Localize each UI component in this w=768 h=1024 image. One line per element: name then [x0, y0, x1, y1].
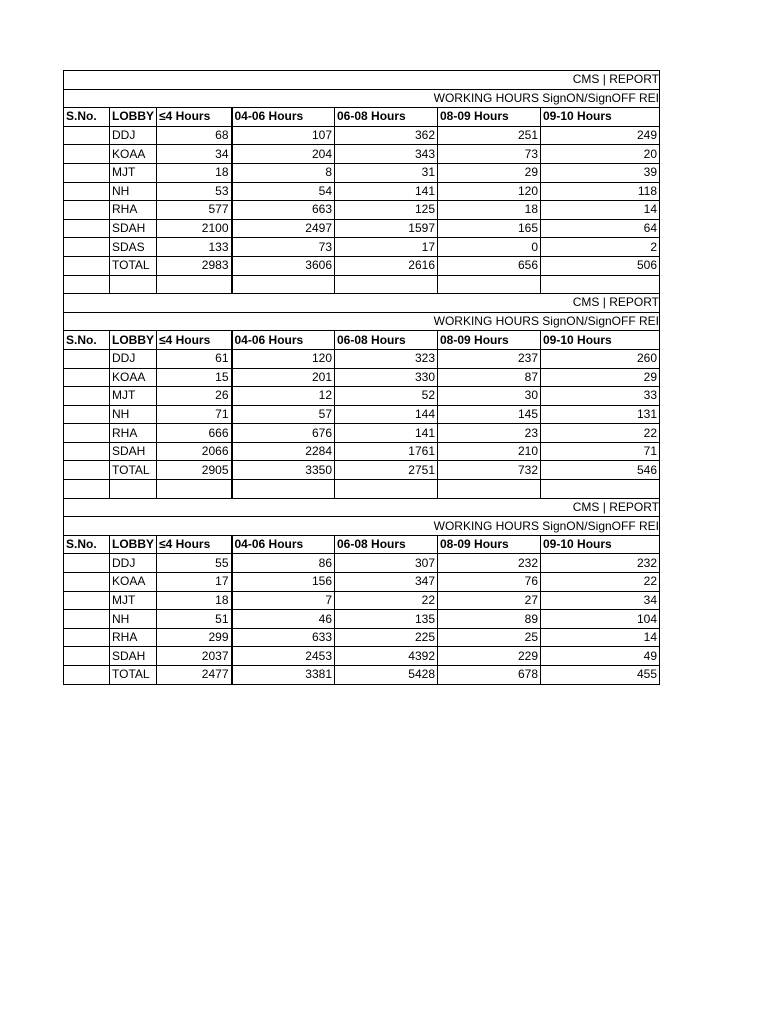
- column-header-row: [64, 331, 660, 350]
- value-cell: 76: [438, 573, 541, 592]
- empty-cell: [541, 275, 660, 294]
- value-cell: 5428: [335, 666, 438, 685]
- value-cell: 229: [438, 647, 541, 666]
- value-cell: 22: [541, 573, 660, 592]
- empty-cell: [232, 275, 335, 294]
- lobby-cell: DDJ: [110, 349, 157, 368]
- table-row: [64, 145, 660, 164]
- value-cell: 676: [232, 424, 335, 443]
- value-cell: 232: [541, 554, 660, 573]
- value-cell: 89: [438, 610, 541, 629]
- value-cell: 15: [157, 368, 232, 387]
- lobby-cell: DDJ: [110, 126, 157, 145]
- value-cell: 3350: [232, 461, 335, 480]
- spacer-row: [64, 480, 660, 499]
- table-row: [64, 405, 660, 424]
- column-header: 09-10 Hours: [541, 108, 660, 127]
- value-cell: 86: [232, 554, 335, 573]
- table-row: [64, 182, 660, 201]
- value-cell: 141: [335, 182, 438, 201]
- table-row: [64, 368, 660, 387]
- value-cell: 141: [335, 424, 438, 443]
- value-cell: 120: [232, 349, 335, 368]
- value-cell: 125: [335, 201, 438, 220]
- value-cell: 201: [232, 368, 335, 387]
- sno-cell: [64, 219, 110, 238]
- table-row: [64, 163, 660, 182]
- value-cell: 2066: [157, 442, 232, 461]
- lobby-cell: RHA: [110, 424, 157, 443]
- column-header: LOBBY: [110, 108, 157, 127]
- table-row: [64, 387, 660, 406]
- lobby-cell: NH: [110, 182, 157, 201]
- lobby-cell: NH: [110, 610, 157, 629]
- column-header: 04-06 Hours: [232, 108, 335, 127]
- value-cell: 237: [438, 349, 541, 368]
- report-title-row: [64, 498, 660, 517]
- sno-cell: [64, 628, 110, 647]
- column-header-row: [64, 535, 660, 554]
- lobby-cell: SDAH: [110, 647, 157, 666]
- value-cell: 8: [232, 163, 335, 182]
- value-cell: 2453: [232, 647, 335, 666]
- report-sheet: [63, 70, 659, 685]
- value-cell: 29: [438, 163, 541, 182]
- value-cell: 307: [335, 554, 438, 573]
- sno-cell: [64, 666, 110, 685]
- column-header: ≤4 Hours: [157, 535, 232, 554]
- value-cell: 299: [157, 628, 232, 647]
- sno-cell: [64, 256, 110, 275]
- sno-cell: [64, 201, 110, 220]
- report-title-text: CMS | REPORT: [572, 295, 659, 310]
- value-cell: 666: [157, 424, 232, 443]
- lobby-cell: TOTAL: [110, 666, 157, 685]
- table-row: [64, 461, 660, 480]
- value-cell: 732: [438, 461, 541, 480]
- table-row: [64, 591, 660, 610]
- value-cell: 131: [541, 405, 660, 424]
- lobby-cell: SDAH: [110, 442, 157, 461]
- column-header-row: [64, 108, 660, 127]
- value-cell: 54: [232, 182, 335, 201]
- value-cell: 2497: [232, 219, 335, 238]
- report-subtitle: [64, 312, 660, 331]
- value-cell: 71: [157, 405, 232, 424]
- sno-cell: [64, 387, 110, 406]
- column-header: S.No.: [64, 108, 110, 127]
- lobby-cell: SDAH: [110, 219, 157, 238]
- value-cell: 249: [541, 126, 660, 145]
- lobby-cell: TOTAL: [110, 256, 157, 275]
- value-cell: 55: [157, 554, 232, 573]
- value-cell: 7: [232, 591, 335, 610]
- value-cell: 2751: [335, 461, 438, 480]
- value-cell: 506: [541, 256, 660, 275]
- column-header: 04-06 Hours: [232, 535, 335, 554]
- table-row: [64, 647, 660, 666]
- empty-cell: [64, 480, 110, 499]
- value-cell: 57: [232, 405, 335, 424]
- value-cell: 61: [157, 349, 232, 368]
- lobby-cell: DDJ: [110, 554, 157, 573]
- value-cell: 232: [438, 554, 541, 573]
- empty-cell: [335, 275, 438, 294]
- table-row: [64, 349, 660, 368]
- value-cell: 347: [335, 573, 438, 592]
- value-cell: 18: [438, 201, 541, 220]
- sno-cell: [64, 591, 110, 610]
- value-cell: 343: [335, 145, 438, 164]
- table-row: [64, 610, 660, 629]
- value-cell: 1597: [335, 219, 438, 238]
- sno-cell: [64, 647, 110, 666]
- empty-cell: [157, 275, 232, 294]
- column-header: 06-08 Hours: [335, 331, 438, 350]
- value-cell: 330: [335, 368, 438, 387]
- table-row: [64, 554, 660, 573]
- report-subtitle-row: [64, 517, 660, 536]
- table-row: [64, 424, 660, 443]
- value-cell: 2100: [157, 219, 232, 238]
- empty-cell: [64, 275, 110, 294]
- sno-cell: [64, 368, 110, 387]
- value-cell: 34: [157, 145, 232, 164]
- sno-cell: [64, 554, 110, 573]
- value-cell: 49: [541, 647, 660, 666]
- sno-cell: [64, 424, 110, 443]
- lobby-cell: TOTAL: [110, 461, 157, 480]
- column-header: ≤4 Hours: [157, 331, 232, 350]
- empty-cell: [335, 480, 438, 499]
- value-cell: 34: [541, 591, 660, 610]
- empty-cell: [438, 275, 541, 294]
- lobby-cell: KOAA: [110, 573, 157, 592]
- value-cell: 27: [438, 591, 541, 610]
- column-header: S.No.: [64, 331, 110, 350]
- value-cell: 46: [232, 610, 335, 629]
- lobby-cell: RHA: [110, 201, 157, 220]
- column-header: 06-08 Hours: [335, 535, 438, 554]
- report-title-row: [64, 294, 660, 313]
- value-cell: 18: [157, 163, 232, 182]
- sno-cell: [64, 163, 110, 182]
- value-cell: 165: [438, 219, 541, 238]
- value-cell: 104: [541, 610, 660, 629]
- table-row: [64, 256, 660, 275]
- value-cell: 118: [541, 182, 660, 201]
- report-subtitle: [64, 89, 660, 108]
- value-cell: 362: [335, 126, 438, 145]
- value-cell: 22: [335, 591, 438, 610]
- value-cell: 2284: [232, 442, 335, 461]
- column-header: S.No.: [64, 535, 110, 554]
- value-cell: 156: [232, 573, 335, 592]
- value-cell: 14: [541, 201, 660, 220]
- value-cell: 73: [232, 238, 335, 257]
- column-header: ≤4 Hours: [157, 108, 232, 127]
- report-title: [64, 294, 660, 313]
- value-cell: 251: [438, 126, 541, 145]
- table-row: [64, 573, 660, 592]
- value-cell: 17: [157, 573, 232, 592]
- sno-cell: [64, 405, 110, 424]
- column-header: 04-06 Hours: [232, 331, 335, 350]
- value-cell: 2477: [157, 666, 232, 685]
- value-cell: 12: [232, 387, 335, 406]
- report-subtitle-row: [64, 312, 660, 331]
- empty-cell: [232, 480, 335, 499]
- value-cell: 144: [335, 405, 438, 424]
- table-row: [64, 442, 660, 461]
- value-cell: 53: [157, 182, 232, 201]
- value-cell: 656: [438, 256, 541, 275]
- empty-cell: [438, 480, 541, 499]
- column-header: 06-08 Hours: [335, 108, 438, 127]
- lobby-cell: MJT: [110, 163, 157, 182]
- value-cell: 2: [541, 238, 660, 257]
- value-cell: 225: [335, 628, 438, 647]
- sno-cell: [64, 145, 110, 164]
- sno-cell: [64, 182, 110, 201]
- value-cell: 2037: [157, 647, 232, 666]
- value-cell: 87: [438, 368, 541, 387]
- report-subtitle-text: WORKING HOURS SignON/SignOFF REI: [433, 314, 659, 329]
- value-cell: 546: [541, 461, 660, 480]
- value-cell: 323: [335, 349, 438, 368]
- empty-cell: [541, 480, 660, 499]
- value-cell: 51: [157, 610, 232, 629]
- value-cell: 107: [232, 126, 335, 145]
- column-header: LOBBY: [110, 535, 157, 554]
- report-title: [64, 498, 660, 517]
- value-cell: 2983: [157, 256, 232, 275]
- lobby-cell: MJT: [110, 387, 157, 406]
- column-header: 09-10 Hours: [541, 535, 660, 554]
- column-header: 08-09 Hours: [438, 535, 541, 554]
- report-table-body: [64, 71, 660, 685]
- value-cell: 73: [438, 145, 541, 164]
- column-header: LOBBY: [110, 331, 157, 350]
- value-cell: 204: [232, 145, 335, 164]
- value-cell: 3606: [232, 256, 335, 275]
- table-row: [64, 201, 660, 220]
- value-cell: 0: [438, 238, 541, 257]
- value-cell: 14: [541, 628, 660, 647]
- table-row: [64, 219, 660, 238]
- empty-cell: [157, 480, 232, 499]
- report-subtitle: [64, 517, 660, 536]
- value-cell: 577: [157, 201, 232, 220]
- table-row: [64, 666, 660, 685]
- value-cell: 25: [438, 628, 541, 647]
- report-subtitle-text: WORKING HOURS SignON/SignOFF REI: [433, 90, 659, 105]
- value-cell: 1761: [335, 442, 438, 461]
- value-cell: 26: [157, 387, 232, 406]
- lobby-cell: SDAS: [110, 238, 157, 257]
- value-cell: 663: [232, 201, 335, 220]
- value-cell: 30: [438, 387, 541, 406]
- value-cell: 210: [438, 442, 541, 461]
- table-row: [64, 126, 660, 145]
- sno-cell: [64, 610, 110, 629]
- spacer-row: [64, 275, 660, 294]
- value-cell: 29: [541, 368, 660, 387]
- value-cell: 64: [541, 219, 660, 238]
- value-cell: 4392: [335, 647, 438, 666]
- report-title-text: CMS | REPORT: [572, 499, 659, 514]
- value-cell: 2905: [157, 461, 232, 480]
- value-cell: 120: [438, 182, 541, 201]
- value-cell: 71: [541, 442, 660, 461]
- column-header: 08-09 Hours: [438, 331, 541, 350]
- value-cell: 68: [157, 126, 232, 145]
- value-cell: 3381: [232, 666, 335, 685]
- lobby-cell: KOAA: [110, 145, 157, 164]
- value-cell: 23: [438, 424, 541, 443]
- sno-cell: [64, 573, 110, 592]
- sno-cell: [64, 349, 110, 368]
- lobby-cell: NH: [110, 405, 157, 424]
- value-cell: 678: [438, 666, 541, 685]
- empty-cell: [110, 275, 157, 294]
- lobby-cell: RHA: [110, 628, 157, 647]
- value-cell: 633: [232, 628, 335, 647]
- value-cell: 52: [335, 387, 438, 406]
- value-cell: 145: [438, 405, 541, 424]
- table-row: [64, 628, 660, 647]
- value-cell: 260: [541, 349, 660, 368]
- value-cell: 133: [157, 238, 232, 257]
- lobby-cell: KOAA: [110, 368, 157, 387]
- value-cell: 135: [335, 610, 438, 629]
- report-subtitle-row: [64, 89, 660, 108]
- value-cell: 17: [335, 238, 438, 257]
- value-cell: 39: [541, 163, 660, 182]
- report-title: [64, 71, 660, 90]
- sno-cell: [64, 126, 110, 145]
- lobby-cell: MJT: [110, 591, 157, 610]
- table-row: [64, 238, 660, 257]
- report-subtitle-text: WORKING HOURS SignON/SignOFF REI: [433, 518, 659, 533]
- value-cell: 18: [157, 591, 232, 610]
- column-header: 09-10 Hours: [541, 331, 660, 350]
- value-cell: 455: [541, 666, 660, 685]
- column-header: 08-09 Hours: [438, 108, 541, 127]
- value-cell: 2616: [335, 256, 438, 275]
- sno-cell: [64, 238, 110, 257]
- empty-cell: [110, 480, 157, 499]
- report-table: [63, 70, 660, 685]
- report-title-row: [64, 71, 660, 90]
- sno-cell: [64, 461, 110, 480]
- value-cell: 20: [541, 145, 660, 164]
- sno-cell: [64, 442, 110, 461]
- report-title-text: CMS | REPORT: [572, 72, 659, 87]
- value-cell: 33: [541, 387, 660, 406]
- value-cell: 22: [541, 424, 660, 443]
- value-cell: 31: [335, 163, 438, 182]
